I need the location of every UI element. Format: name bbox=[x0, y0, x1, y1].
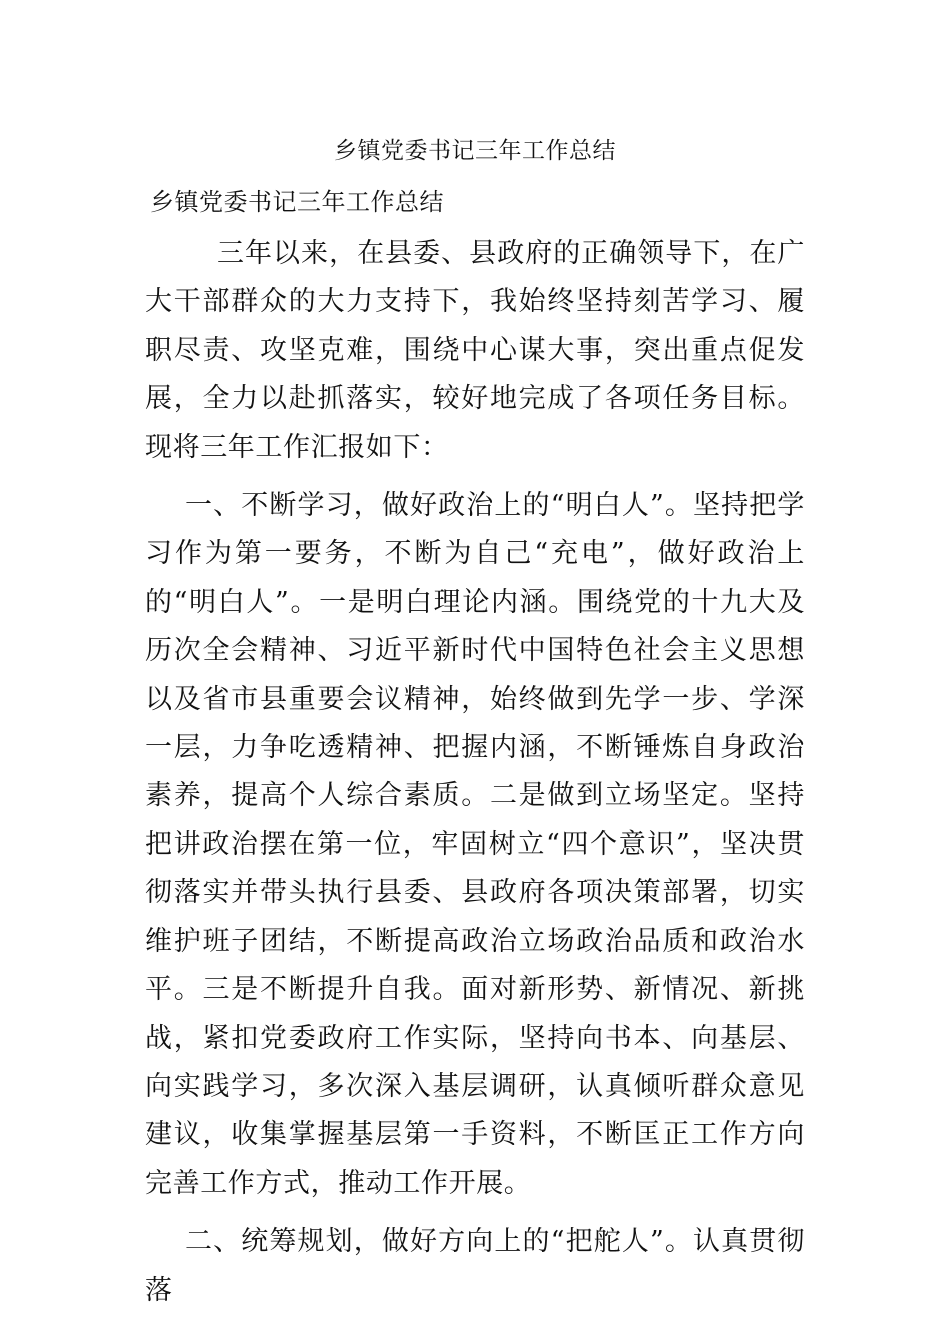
paragraph-intro: 三年以来，在县委、县政府的正确领导下，在广大干部群众的大力支持下，我始终坚持刻苦学习、履职尽责、攻坚克难，围绕中心谋大事，突出重点促发展，全力以赴抓落实，较好地完成了各项任务目标。现将三年工作汇报如下： bbox=[145, 238, 805, 463]
paragraph-section-two: 二、统筹规划，做好方向上的“把舵人”。认真贯彻落 bbox=[145, 1226, 805, 1306]
document-subtitle: 乡镇党委书记三年工作总结 bbox=[150, 188, 444, 216]
paragraph-section-one: 一、不断学习，做好政治上的“明白人”。坚持把学习作为第一要务，不断为自己“充电”，做好政治上的“明白人”。一是明白理论内涵。围绕党的十九大及历次全会精神、习近平新时代中国特色社会主义思想以及省市县重要会议精神，始终做到先学一步、学深一层，力争吃透精神、把握内涵，不断锤炼自身政治素养，提高个人综合素质。二是做到立场坚定。坚持把讲政治摆在第一位，牢固树立“四个意识”，坚决贯彻落实并带头执行县委、县政府各项决策部署，切实维护班子团结，不断提高政治立场政治品质和政治水平。三是不断提升自我。面对新形势、新情况、新挑战，紧扣党委政府工作实际，坚持向书本、向基层、向实践学习，多次深入基层调研，认真倾听群众意见建议，收集掌握基层第一手资料，不断匡正工作方向完善工作方式，推动工作开展。 bbox=[145, 490, 805, 1199]
document-title: 乡镇党委书记三年工作总结 bbox=[334, 138, 616, 164]
document-body bbox=[145, 230, 805, 1315]
